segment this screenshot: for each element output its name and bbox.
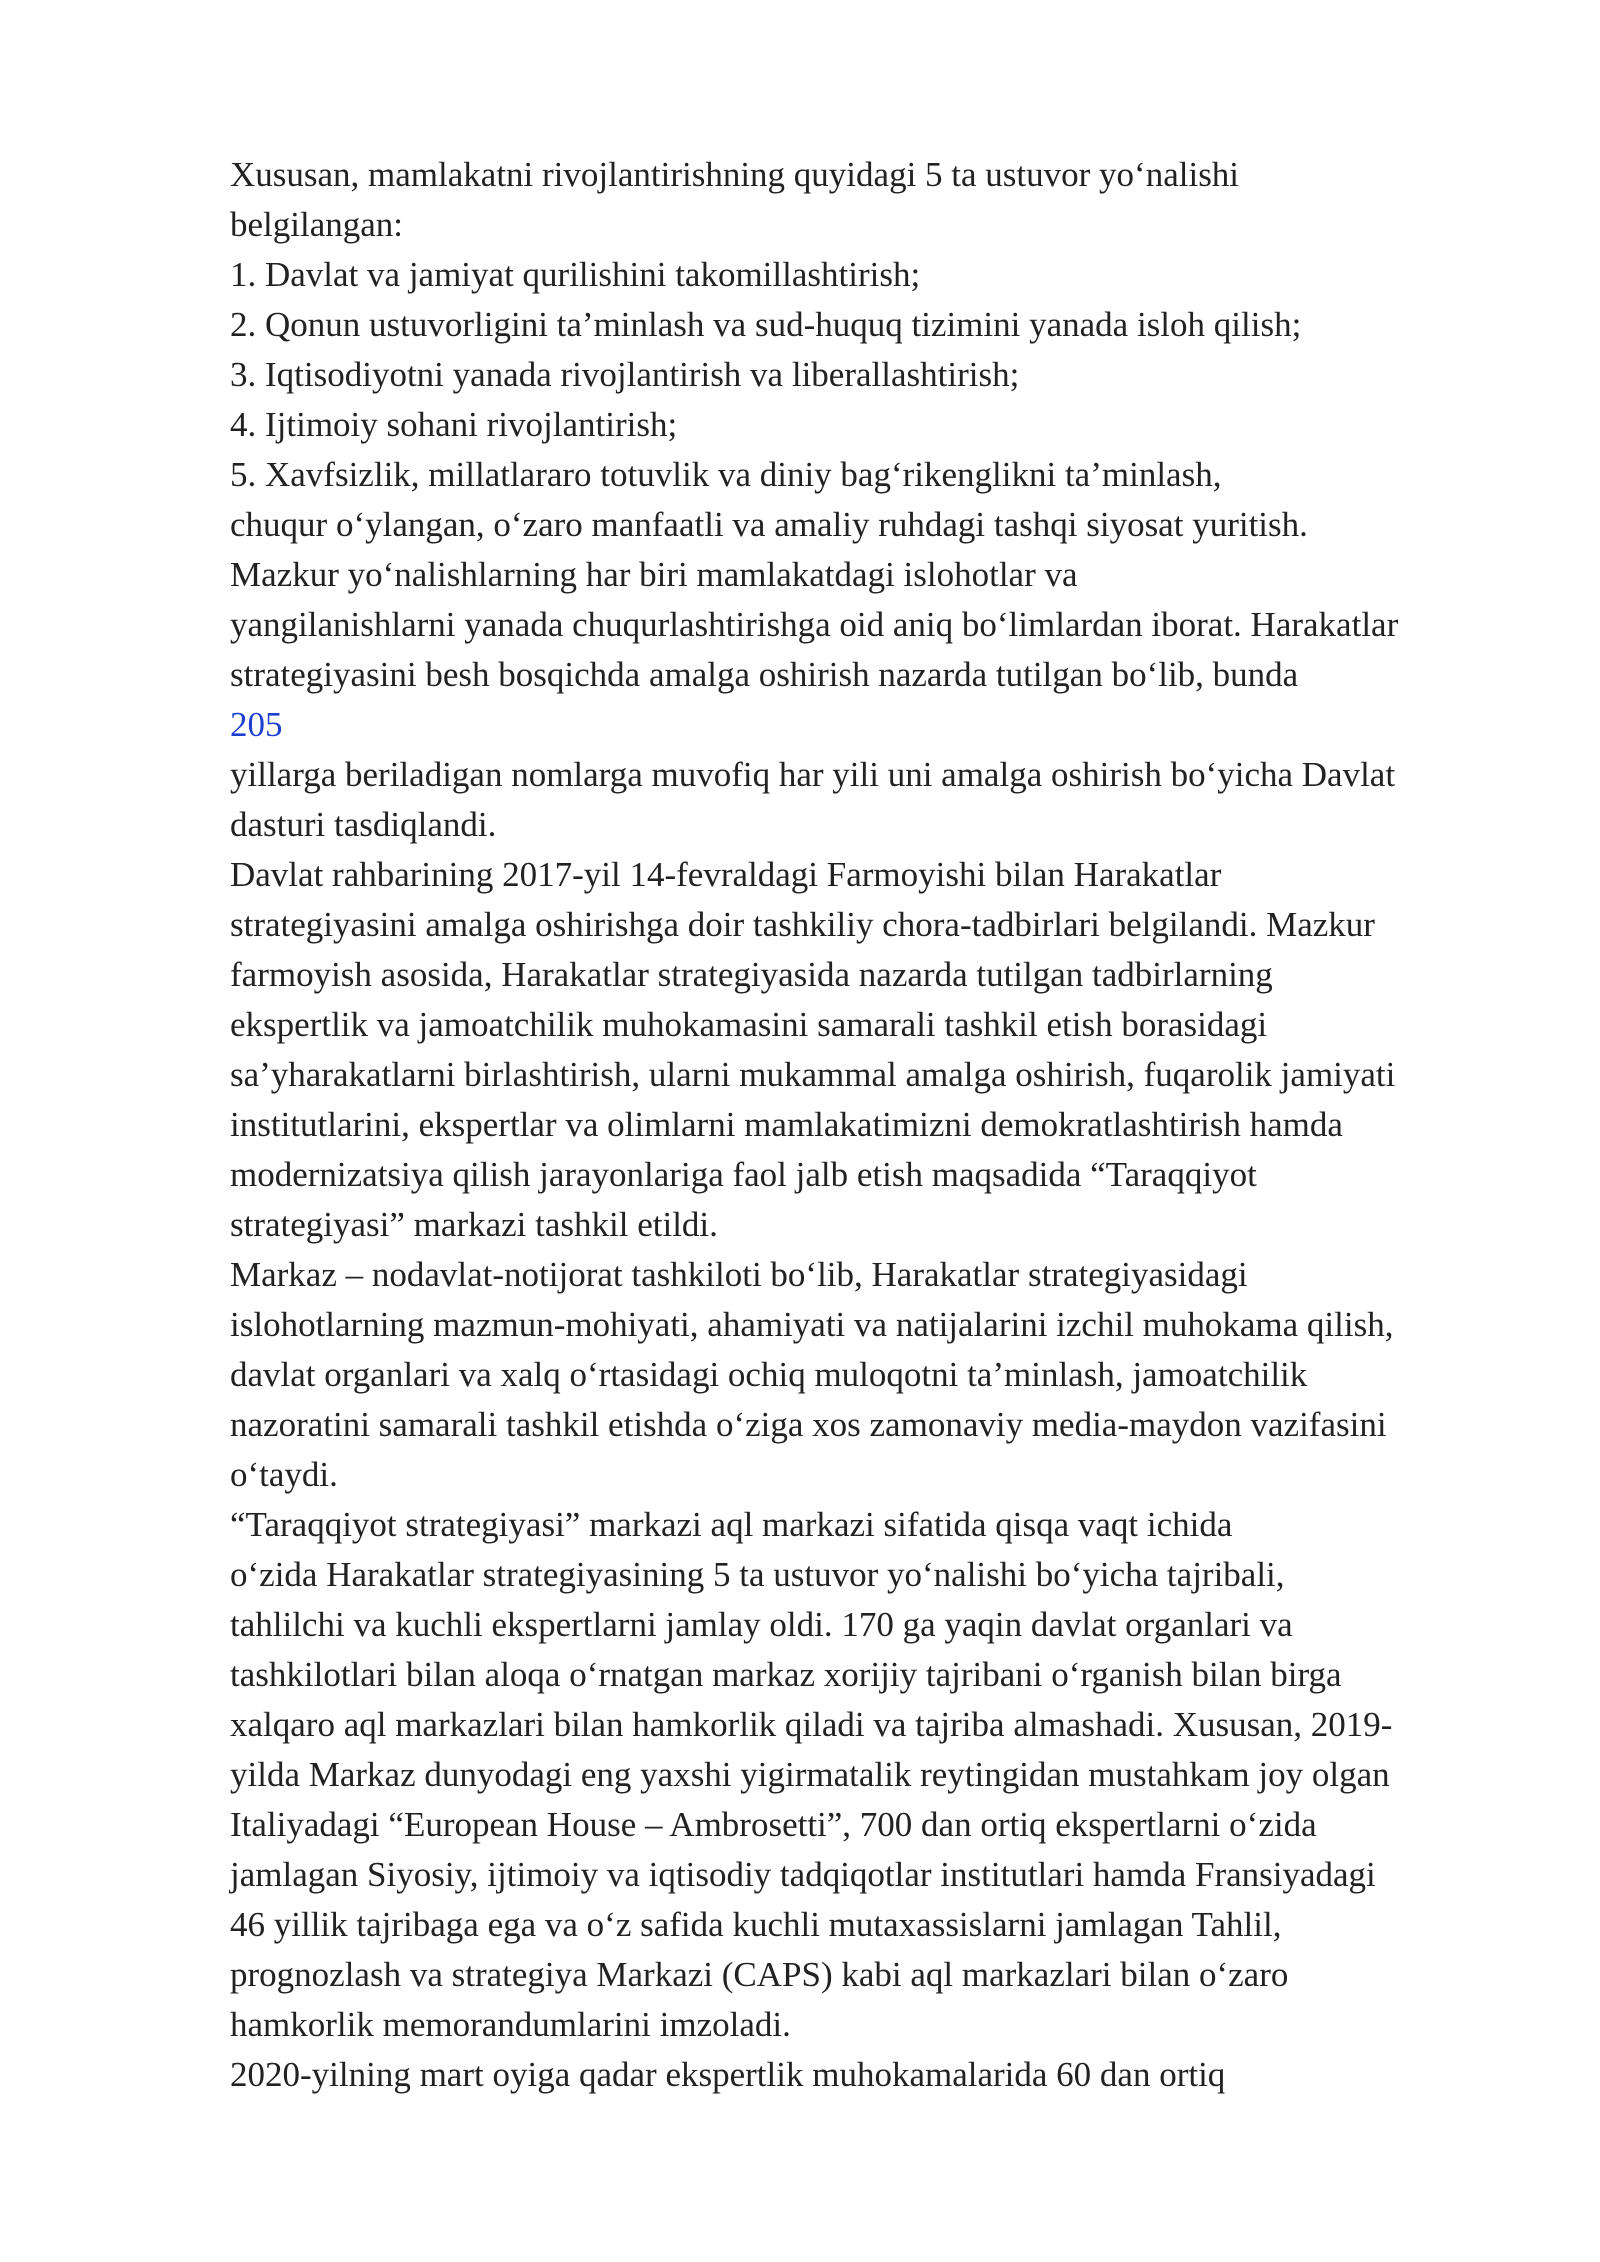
text-line: Markaz – nodavlat-notijorat tashkiloti bo‘lib, Harakatlar strategiyasidagi (230, 1255, 1248, 1294)
text-line: yilda Markaz dunyodagi eng yaxshi yigirmatalik reytingidan mustahkam joy olgan (230, 1755, 1390, 1794)
text-line: ekspertlik va jamoatchilik muhokamasini samarali tashkil etish borasidagi (230, 1005, 1268, 1044)
text-line: strategiyasi” markazi tashkil etildi. (230, 1205, 718, 1244)
page-number-link[interactable]: 205 (230, 705, 283, 744)
text-line: sa’yharakatlarni birlashtirish, ularni mukammal amalga oshirish, fuqarolik jamiyati (230, 1055, 1396, 1094)
text-line: nazoratini samarali tashkil etishda o‘ziga xos zamonaviy media-maydon vazifasini (230, 1405, 1387, 1444)
text-line: islohotlarning mazmun-mohiyati, ahamiyati va natijalarini izchil muhokama qilish, (230, 1305, 1394, 1344)
text-line: o‘zida Harakatlar strategiyasining 5 ta ustuvor yo‘nalishi bo‘yicha tajribali, (230, 1555, 1285, 1594)
list-item: 5. Xavfsizlik, millatlararo totuvlik va diniy bag‘rikenglikni ta’minlash, (230, 455, 1222, 494)
text-line: hamkorlik memorandumlarini imzoladi. (230, 2005, 791, 2044)
text-line: tashkilotlari bilan aloqa o‘rnatgan markaz xorijiy tajribani o‘rganish bilan birga (230, 1655, 1342, 1694)
text-line: yangilanishlarni yanada chuqurlashtirishga oid aniq bo‘limlardan iborat. Harakatlar (230, 605, 1399, 644)
text-line: yillarga beriladigan nomlarga muvofiq har yili uni amalga oshirish bo‘yicha Davlat (230, 755, 1396, 794)
text-line: prognozlash va strategiya Markazi (CAPS) kabi aql markazlari bilan o‘zaro (230, 1955, 1289, 1994)
list-item: 2. Qonun ustuvorligini ta’minlash va sud-huquq tizimini yanada isloh qilish; (230, 305, 1302, 344)
text-line: strategiyasini besh bosqichda amalga oshirish nazarda tutilgan bo‘lib, bunda (230, 655, 1299, 694)
text-line: farmoyish asosida, Harakatlar strategiyasida nazarda tutilgan tadbirlarning (230, 955, 1273, 994)
text-line: Italiyadagi “European House – Ambrosetti”, 700 dan ortiq ekspertlarni o‘zida (230, 1805, 1317, 1844)
text-line: strategiyasini amalga oshirishga doir tashkiliy chora-tadbirlari belgilandi. Mazkur (230, 905, 1375, 944)
text-line: o‘taydi. (230, 1455, 338, 1494)
text-line: Mazkur yo‘nalishlarning har biri mamlakatdagi islohotlar va (230, 555, 1078, 594)
text-line: 2020-yilning mart oyiga qadar ekspertlik muhokamalarida 60 dan ortiq (230, 2055, 1226, 2094)
text-line: chuqur o‘ylangan, o‘zaro manfaatli va amaliy ruhdagi tashqi siyosat yuritish. (230, 505, 1308, 544)
text-line: Davlat rahbarining 2017-yil 14-fevraldagi Farmoyishi bilan Harakatlar (230, 855, 1222, 894)
list-item: 1. Davlat va jamiyat qurilishini takomillashtirish; (230, 255, 921, 294)
text-line: Xususan, mamlakatni rivojlantirishning quyidagi 5 ta ustuvor yo‘nalishi (230, 155, 1240, 194)
text-line: belgilangan: (230, 205, 404, 244)
text-line: tahlilchi va kuchli ekspertlarni jamlay oldi. 170 ga yaqin davlat organlari va (230, 1605, 1293, 1644)
text-line: davlat organlari va xalq o‘rtasidagi ochiq muloqotni ta’minlash, jamoatchilik (230, 1355, 1308, 1394)
text-line: “Taraqqiyot strategiyasi” markazi aql markazi sifatida qisqa vaqt ichida (230, 1505, 1233, 1544)
text-line: xalqaro aql markazlari bilan hamkorlik qiladi va tajriba almashadi. Xususan, 2019- (230, 1705, 1393, 1744)
body-text (230, 150, 1560, 2100)
text-line: jamlagan Siyosiy, ijtimoiy va iqtisodiy tadqiqotlar institutlari hamda Fransiyadagi (230, 1855, 1376, 1894)
list-item: 4. Ijtimoiy sohani rivojlantirish; (230, 405, 678, 444)
text-line: 46 yillik tajribaga ega va o‘z safida kuchli mutaxassislarni jamlagan Tahlil, (230, 1905, 1282, 1944)
text-line: modernizatsiya qilish jarayonlariga faol jalb etish maqsadida “Taraqqiyot (230, 1155, 1257, 1194)
list-item: 3. Iqtisodiyotni yanada rivojlantirish va liberallashtirish; (230, 355, 1020, 394)
text-line: institutlarini, ekspertlar va olimlarni mamlakatimizni demokratlashtirish hamda (230, 1105, 1343, 1144)
text-line: dasturi tasdiqlandi. (230, 805, 497, 844)
